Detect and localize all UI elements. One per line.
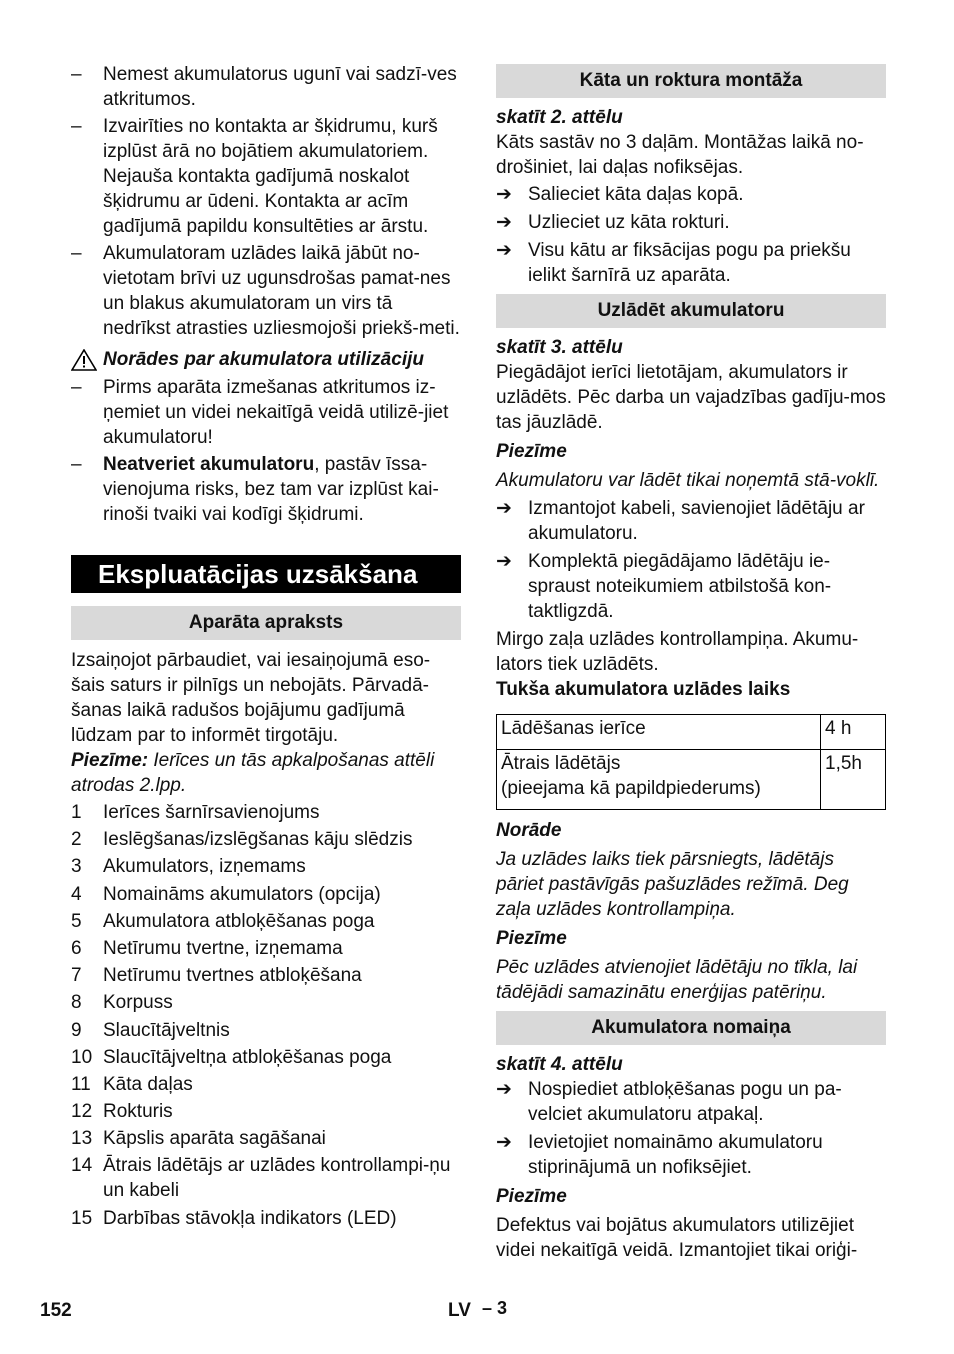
list-item bbox=[71, 909, 461, 934]
table-row bbox=[497, 715, 886, 750]
item-number: 13 bbox=[71, 1128, 93, 1150]
table-cell-device: Lādēšanas ierīce bbox=[497, 715, 821, 750]
parts-list bbox=[71, 800, 461, 1231]
list-item bbox=[71, 882, 461, 907]
step-item bbox=[496, 182, 886, 207]
item-text: Darbības stāvokļa indikators (LED) bbox=[103, 1207, 397, 1229]
step-text: Nospiediet atbloķēšanas pogu un pa-velciet akumulatoru atpakaļ. bbox=[528, 1079, 842, 1125]
item-number: 8 bbox=[71, 992, 82, 1014]
item-number: 14 bbox=[71, 1155, 93, 1177]
note-label: Piezīme bbox=[496, 441, 567, 462]
dash-bullet: – bbox=[71, 243, 82, 264]
figure-reference: skatīt 2. attēlu bbox=[496, 107, 623, 128]
list-item bbox=[71, 936, 461, 961]
body-text: Mirgo zaļa uzlādes kontrollampiņa. Akumu-lators tiek uzlādēts. bbox=[496, 629, 859, 675]
subsection-bar: Aparāta apraksts bbox=[71, 606, 461, 640]
item-number: 7 bbox=[71, 965, 82, 987]
item-number: 6 bbox=[71, 937, 82, 959]
note-text: Pēc uzlādes atvienojiet lādētāju no tīkla, lai tādējādi samazinātu enerģijas patēriņu. bbox=[496, 957, 858, 1003]
list-item-text: Pirms aparāta izmešanas atkritumos iz-ņemiet un videi nekaitīgā veidā utilizē-jiet akumulatoru! bbox=[103, 377, 449, 448]
step-list bbox=[496, 182, 886, 288]
arrow-icon: ➔ bbox=[496, 551, 512, 572]
table-cell-time: 1,5h bbox=[821, 750, 886, 810]
list-item bbox=[71, 854, 461, 879]
item-number: 12 bbox=[71, 1101, 93, 1123]
item-text: Ierīces šarnīrsavienojums bbox=[103, 802, 320, 823]
step-text: Uzlieciet uz kāta rokturi. bbox=[528, 212, 730, 233]
arrow-icon: ➔ bbox=[496, 1079, 512, 1100]
list-item bbox=[71, 1045, 461, 1070]
list-item bbox=[71, 963, 461, 988]
item-number: 5 bbox=[71, 910, 82, 932]
step-list bbox=[496, 1077, 886, 1180]
item-text: Nomaināms akumulators (opcija) bbox=[103, 883, 381, 905]
item-text: Ātrais lādētājs ar uzlādes kontrollampi-ņu un kabeli bbox=[103, 1155, 451, 1202]
note-text: Ierīces un tās apkalpošanas attēli atrodas 2.lpp. bbox=[71, 750, 435, 796]
list-item-text bbox=[103, 452, 461, 527]
item-text: Akumulators, izņemams bbox=[103, 856, 306, 878]
arrow-icon: ➔ bbox=[496, 240, 512, 261]
step-item bbox=[496, 496, 886, 546]
note-label: Piezīme bbox=[496, 928, 567, 949]
note-label: Piezīme bbox=[496, 1186, 567, 1207]
item-number: 4 bbox=[71, 883, 82, 905]
notice-text: Ja uzlādes laiks tiek pārsniegts, lādētājs pāriet pastāvīgās pašuzlādes režīmā. Deg zaļa uzlādes kontrollampiņa. bbox=[496, 849, 849, 920]
item-number: 1 bbox=[71, 802, 82, 823]
dash-bullet: – bbox=[71, 377, 82, 398]
subsection-bar: Kāta un roktura montāža bbox=[496, 64, 886, 98]
notice-label: Norāde bbox=[496, 820, 562, 841]
item-number: 15 bbox=[71, 1207, 93, 1229]
table-cell-time: 4 h bbox=[821, 715, 886, 750]
warning-triangle-icon bbox=[71, 349, 97, 371]
list-item bbox=[71, 800, 461, 825]
arrow-icon: ➔ bbox=[496, 184, 512, 205]
disposal-heading-row bbox=[71, 347, 461, 372]
item-text: Korpuss bbox=[103, 992, 173, 1014]
item-text: Netīrumu tvertne, izņemama bbox=[103, 937, 343, 959]
item-number: 11 bbox=[71, 1073, 91, 1095]
body-text: Piegādājot ierīci lietotājam, akumulators ir uzlādēts. Pēc darba un vajadzības gadīju-mos tas jāuzlādē. bbox=[496, 362, 886, 433]
item-number: 9 bbox=[71, 1019, 82, 1041]
list-item bbox=[71, 241, 461, 341]
sub-page-number: – 3 bbox=[482, 1298, 508, 1318]
list-item bbox=[71, 62, 461, 112]
item-text: Kāpslis aparāta sagāšanai bbox=[103, 1128, 326, 1150]
list-item-text: Akumulatoram uzlādes laikā jābūt no-vietotam brīvi uz ugunsdrošas pamat-nes un blakus akumulatoram un virs tā nedrīkst atrasties uzliesmojoši priekš-meti. bbox=[103, 243, 460, 339]
arrow-icon: ➔ bbox=[496, 498, 512, 519]
disposal-heading: Norādes par akumulatora utilizāciju bbox=[103, 349, 424, 370]
description-text: Izsaiņojot pārbaudiet, vai iesaiņojumā eso-šais saturs ir pilnīgs un nebojāts. Pārvadā-šanas laikā radušos bojājumu gadījumā lūdzam par to informēt tirgotāju. bbox=[71, 650, 431, 746]
item-text: Kāta daļas bbox=[103, 1073, 193, 1095]
item-number: 3 bbox=[71, 856, 82, 878]
language-code: LV bbox=[448, 1300, 471, 1321]
note-paragraph bbox=[71, 748, 461, 798]
list-item bbox=[71, 1153, 461, 1203]
list-item bbox=[71, 1018, 461, 1043]
note-text: Akumulatoru var lādēt tikai noņemtā stā-voklī. bbox=[496, 470, 880, 491]
figure-reference: skatīt 3. attēlu bbox=[496, 337, 623, 358]
item-text: Ieslēgšanas/izslēgšanas kāju slēdzis bbox=[103, 829, 413, 851]
body-text: Kāts sastāv no 3 daļām. Montāžas laikā no-drošiniet, lai daļas nofiksējas. bbox=[496, 132, 864, 178]
list-item-text: Izvairīties no kontakta ar šķidrumu, kurš izplūst ārā no bojātiem akumulatoriem. Nejauša kontakta gadījumā noskalot šķidrumu ar ūdeni. Kontakta ar acīm gadījumā papildu konsultēties ar ārstu. bbox=[103, 116, 438, 237]
dash-bullet: – bbox=[71, 64, 82, 85]
list-item bbox=[71, 1072, 461, 1097]
item-number: 10 bbox=[71, 1046, 93, 1068]
list-item bbox=[71, 1126, 461, 1151]
step-text: Ievietojiet nomaināmo akumulatoru stiprinājumā un nofiksējiet. bbox=[528, 1132, 823, 1178]
step-item bbox=[496, 549, 886, 624]
dash-bullet: – bbox=[71, 116, 82, 137]
list-item bbox=[71, 1099, 461, 1124]
list-item bbox=[71, 1206, 461, 1231]
step-text: Salieciet kāta daļas kopā. bbox=[528, 184, 744, 205]
subsection-bar: Akumulatora nomaiņa bbox=[496, 1011, 886, 1045]
step-item bbox=[496, 210, 886, 235]
dash-bullet: – bbox=[71, 454, 82, 475]
step-item bbox=[496, 1130, 886, 1180]
note-text: Defektus vai bojātus akumulators utilizējiet videi nekaitīgā veidā. Izmantojiet tikai oriģi- bbox=[496, 1215, 858, 1261]
step-text: Komplektā piegādājamo lādētāju ie-spraust noteikumiem atbilstošā kon-taktligzdā. bbox=[528, 551, 832, 622]
item-text: Slaucītājveltņa atbloķēšanas poga bbox=[103, 1046, 392, 1068]
table-title: Tukša akumulatora uzlādes laiks bbox=[496, 679, 791, 700]
list-item bbox=[71, 114, 461, 239]
subsection-bar: Uzlādēt akumulatoru bbox=[496, 294, 886, 328]
step-text: Visu kātu ar fiksācijas pogu pa priekšu ielikt šarnīrā uz aparāta. bbox=[528, 240, 851, 286]
figure-reference: skatīt 4. attēlu bbox=[496, 1054, 623, 1075]
note-label: Piezīme: bbox=[71, 750, 149, 771]
list-item-text: Nemest akumulatorus ugunī vai sadzī-ves atkritumos. bbox=[103, 64, 457, 110]
charge-time-table bbox=[496, 714, 886, 810]
emphasis-text: Neatveriet akumulatoru bbox=[103, 454, 315, 475]
right-column bbox=[496, 64, 886, 1263]
table-cell-device: Ātrais lādētājs (pieejama kā papildpiederums) bbox=[497, 750, 821, 810]
list-item bbox=[71, 375, 461, 450]
list-item bbox=[71, 452, 461, 527]
table-row bbox=[497, 750, 886, 810]
page-number: 152 bbox=[40, 1300, 72, 1321]
item-text: Slaucītājveltnis bbox=[103, 1019, 230, 1041]
step-list bbox=[496, 496, 886, 624]
list-item bbox=[71, 827, 461, 852]
list-item-rest: , pastāv īssa-vienojuma risks, bez tam var izplūst kai-rinoši tvaiki vai kodīgi šķidrumi. bbox=[103, 454, 439, 525]
step-item bbox=[496, 238, 886, 288]
item-text: Netīrumu tvertnes atbloķēšana bbox=[103, 965, 362, 987]
arrow-icon: ➔ bbox=[496, 1132, 512, 1153]
arrow-icon: ➔ bbox=[496, 212, 512, 233]
item-text: Rokturis bbox=[103, 1101, 173, 1123]
list-item bbox=[71, 990, 461, 1015]
step-text: Izmantojot kabeli, savienojiet lādētāju ar akumulatoru. bbox=[528, 498, 865, 544]
left-column bbox=[71, 62, 461, 1233]
item-number: 2 bbox=[71, 829, 82, 851]
step-item bbox=[496, 1077, 886, 1127]
section-title: Ekspluatācijas uzsākšana bbox=[71, 555, 461, 593]
item-text: Akumulatora atbloķēšanas poga bbox=[103, 910, 375, 932]
